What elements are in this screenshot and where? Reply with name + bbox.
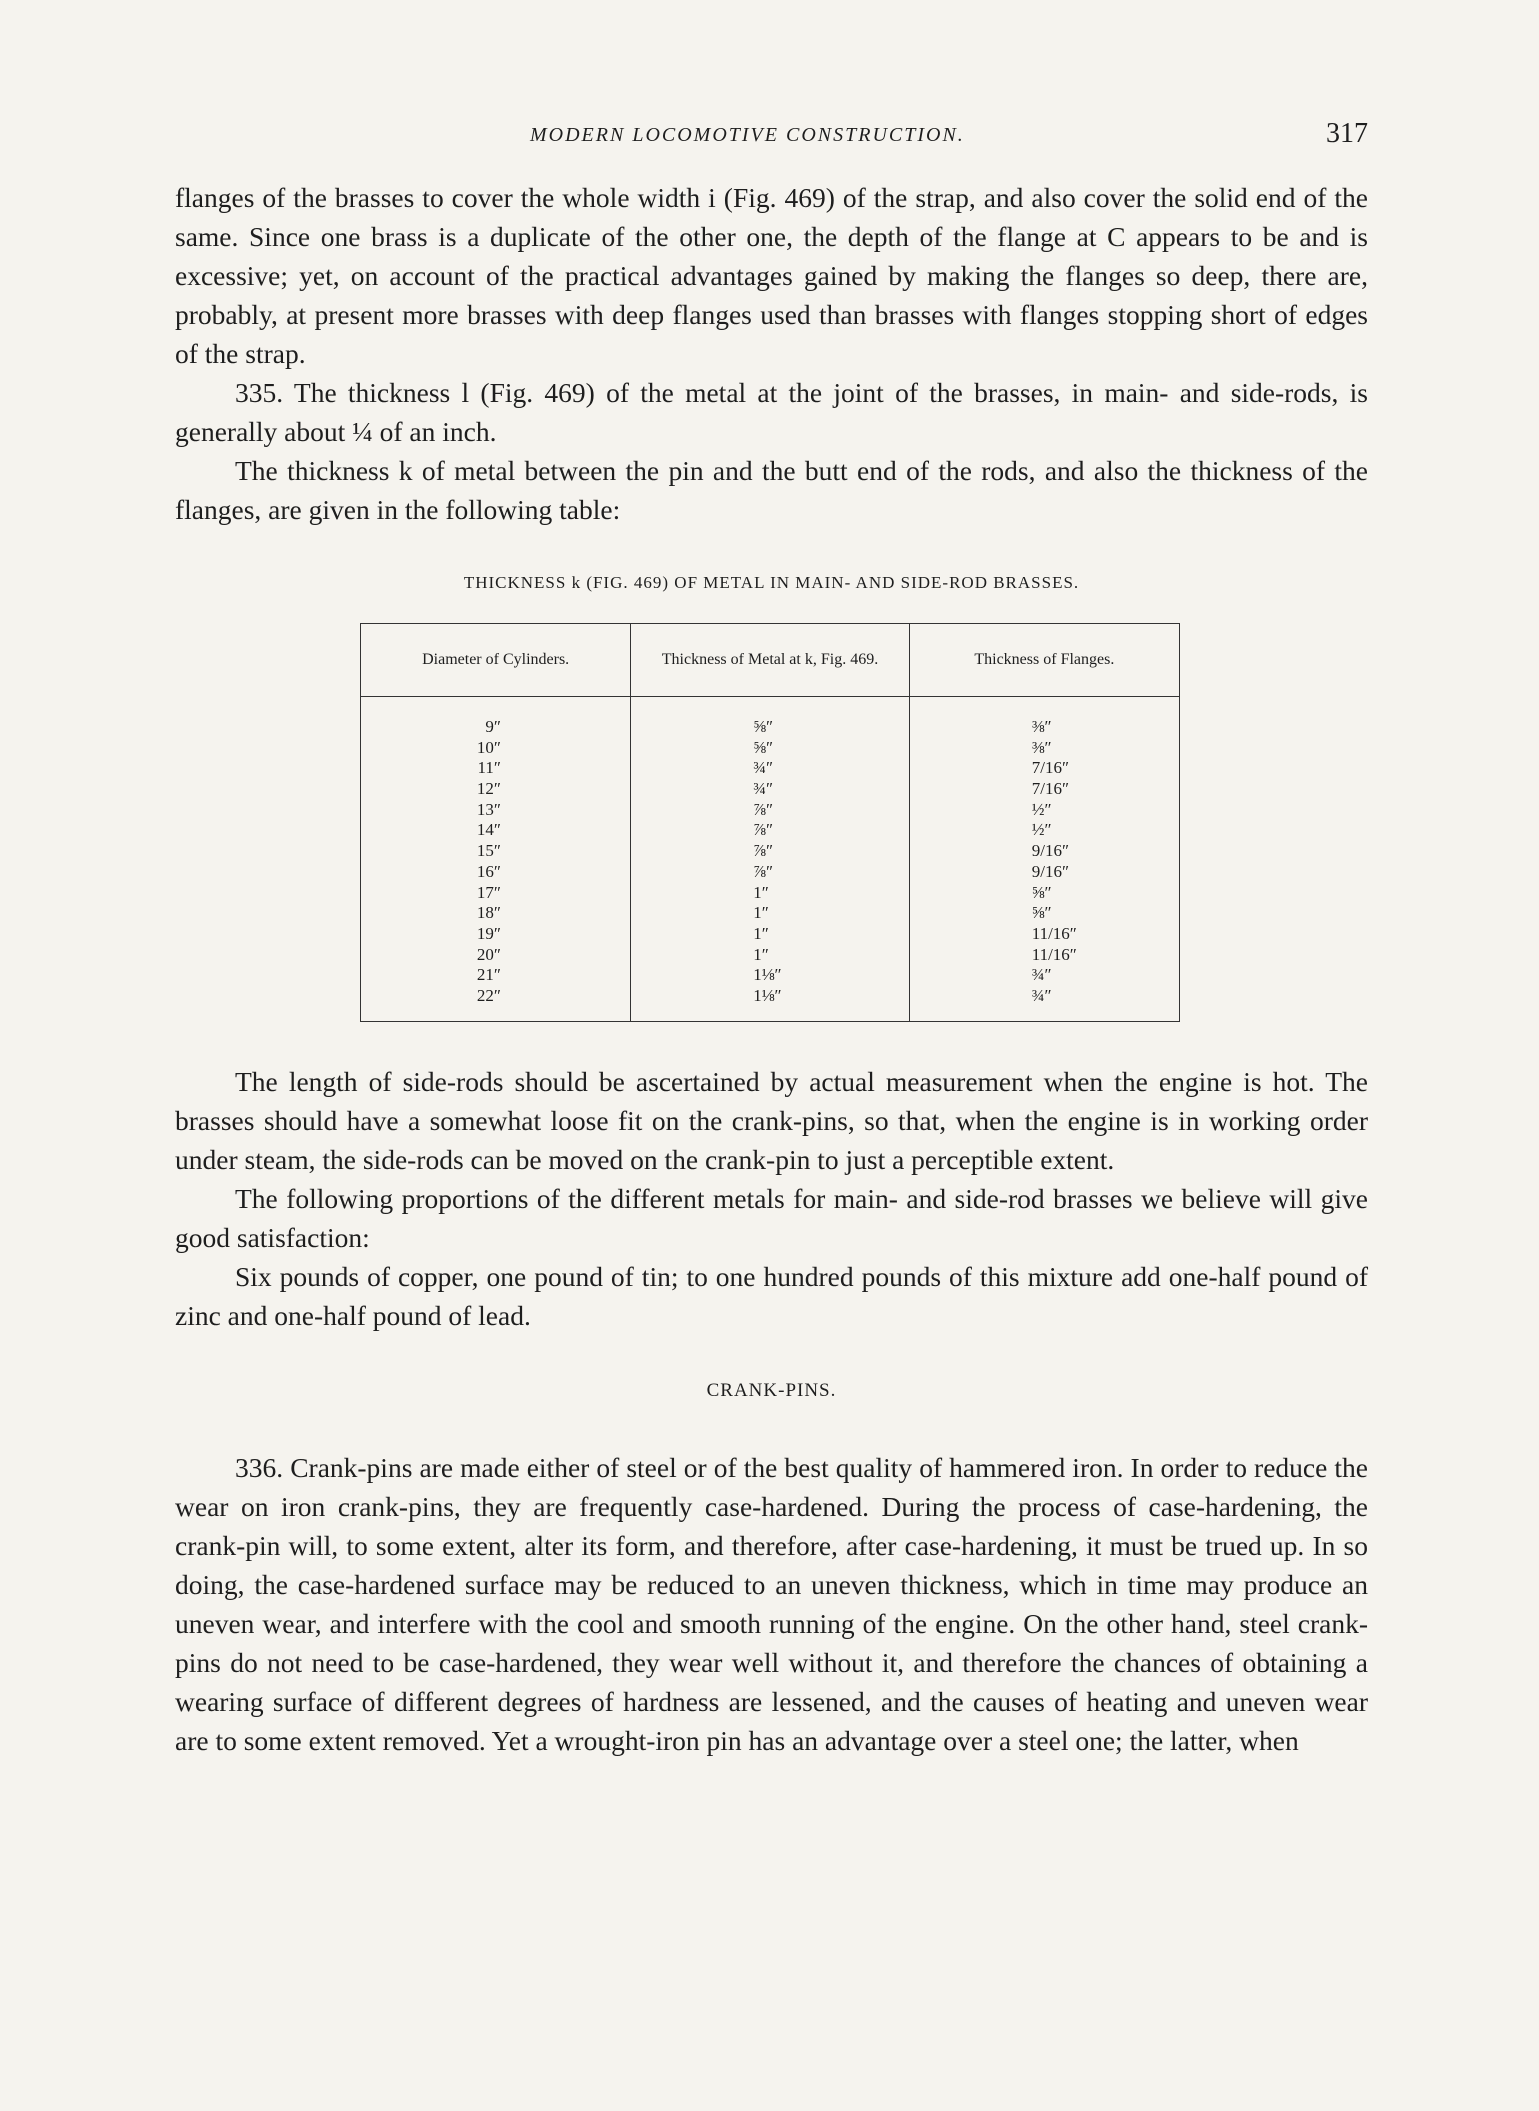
table-caption: THICKNESS k (FIG. 469) OF METAL IN MAIN- AND SIDE-ROD BRASSES. <box>463 573 1080 592</box>
cell-flange-thickness: 9/16″ <box>1031 861 1070 881</box>
running-title: MODERN LOCOMOTIVE CONSTRUCTION. <box>530 124 965 146</box>
column-diameters <box>361 697 631 1022</box>
cell-diameter: 13″ <box>476 799 501 819</box>
cell-diameter: 15″ <box>476 841 501 861</box>
brass-thickness-table <box>360 623 1180 1022</box>
cell-flange-thickness: 11/16″ <box>1031 944 1077 964</box>
section-heading: CRANK-PINS. <box>706 1379 837 1401</box>
paragraph-side-rod-length: The length of side-rods should be ascertained by actual measurement when the engine is hot. The brasses should have a somewhat loose fit on the crank-pins, so that, when the engine is in working order under steam, the side-rods can be moved on the crank-pin to just a perceptible extent. <box>175 1065 1368 1175</box>
cell-flange-thickness: 7/16″ <box>1031 758 1070 778</box>
cell-flange-thickness: ¾″ <box>1031 965 1052 985</box>
header-diameter: Diameter of Cylinders. <box>361 624 631 697</box>
cell-metal-thickness: ¾″ <box>753 779 774 799</box>
cell-metal-thickness: 1″ <box>753 923 769 943</box>
cell-metal-thickness: ⅞″ <box>753 841 774 861</box>
cell-metal-thickness: ⅞″ <box>753 820 774 840</box>
cell-diameter: 21″ <box>476 965 501 985</box>
cell-flange-thickness: ⅝″ <box>1031 882 1052 902</box>
cell-flange-thickness: ¾″ <box>1031 985 1052 1005</box>
header-flange-thickness: Thickness of Flanges. <box>909 624 1179 697</box>
paragraph-336: 336. Crank-pins are made either of steel or of the best quality of hammered iron. In order to reduce the wear on iron crank-pins, they are frequently case-hardened. During the process of case-hardening, the crank-pin will, to some extent, alter its form, and therefore, after case-hardening, it must be trued up. In so doing, the case-hardened surface may be reduced to an uneven thickness, which in time may produce an uneven wear, and interfere with the cool and smooth running of the engine. On the other hand, steel crank-pins do not need to be case-hardened, they wear well without it, and therefore the chances of obtaining a wearing surface of different degrees of hardness are lessened, and the causes of heating and uneven wear are to some extent removed. Yet a wrought-iron pin has an advantage over a steel one; the latter, when <box>175 1451 1368 1756</box>
cell-diameter: 10″ <box>476 737 501 757</box>
cell-flange-thickness: ⅜″ <box>1031 737 1052 757</box>
cell-flange-thickness: ⅜″ <box>1031 717 1052 736</box>
cell-diameter: 16″ <box>476 861 501 881</box>
cell-metal-thickness: ⅝″ <box>753 737 774 757</box>
cell-metal-thickness: ¾″ <box>753 758 774 778</box>
paragraph-continuation: flanges of the brasses to cover the whole width i (Fig. 469) of the strap, and also cover the solid end of the same. Since one brass is a duplicate of the other one, the depth of the flange at C appears to be and is excessive; yet, on account of the practical advantages gained by making the flanges so deep, there are, probably, at present more brasses with deep flanges used than brasses with flanges stopping short of edges of the strap. <box>175 182 1368 369</box>
column-metal-thickness <box>631 697 909 1022</box>
page-header <box>175 118 1368 158</box>
paragraph-proportions: The following proportions of the different metals for main- and side-rod brasses we believe will give good satisfaction: <box>175 1182 1368 1253</box>
paragraph-table-intro: The thickness k of metal between the pin and the butt end of the rods, and also the thickness of the flanges, are given in the following table: <box>175 455 1368 525</box>
table-body-row <box>361 697 1180 1022</box>
cell-metal-thickness: 1⅛″ <box>753 965 782 985</box>
cell-diameter: 18″ <box>476 903 501 923</box>
cell-flange-thickness: 9/16″ <box>1031 841 1070 861</box>
cell-diameter: 11″ <box>477 758 501 778</box>
cell-diameter: 17″ <box>476 882 501 902</box>
cell-diameter: 12″ <box>476 779 501 799</box>
cell-metal-thickness: 1″ <box>753 903 769 923</box>
paragraph-mixture: Six pounds of copper, one pound of tin; to one hundred pounds of this mixture add one-half pound of zinc and one-half pound of lead. <box>175 1260 1368 1331</box>
page-number: 317 <box>1326 118 1368 149</box>
table-header-row <box>361 624 1180 697</box>
body-text <box>175 178 1368 1760</box>
cell-flange-thickness: ⅝″ <box>1031 903 1052 923</box>
cell-diameter: 22″ <box>476 985 501 1005</box>
cell-flange-thickness: ½″ <box>1031 820 1052 840</box>
paragraph-335: 335. The thickness l (Fig. 469) of the metal at the joint of the brasses, in main- and side-rods, is generally about ¼ of an inch. <box>175 377 1368 447</box>
cell-metal-thickness: 1″ <box>753 882 769 902</box>
cell-metal-thickness: ⅝″ <box>753 717 774 736</box>
cell-diameter: 19″ <box>476 923 501 943</box>
cell-diameter: 9″ <box>485 717 501 736</box>
cell-flange-thickness: 7/16″ <box>1031 779 1070 799</box>
cell-metal-thickness: 1⅛″ <box>753 985 782 1005</box>
cell-metal-thickness: ⅞″ <box>753 861 774 881</box>
cell-metal-thickness: 1″ <box>753 944 769 964</box>
cell-flange-thickness: ½″ <box>1031 799 1052 819</box>
cell-diameter: 20″ <box>476 944 501 964</box>
column-flange-thickness <box>909 697 1179 1022</box>
cell-diameter: 14″ <box>476 820 501 840</box>
cell-metal-thickness: ⅞″ <box>753 799 774 819</box>
cell-flange-thickness: 11/16″ <box>1031 923 1077 943</box>
header-metal-thickness: Thickness of Metal at k, Fig. 469. <box>631 624 909 697</box>
